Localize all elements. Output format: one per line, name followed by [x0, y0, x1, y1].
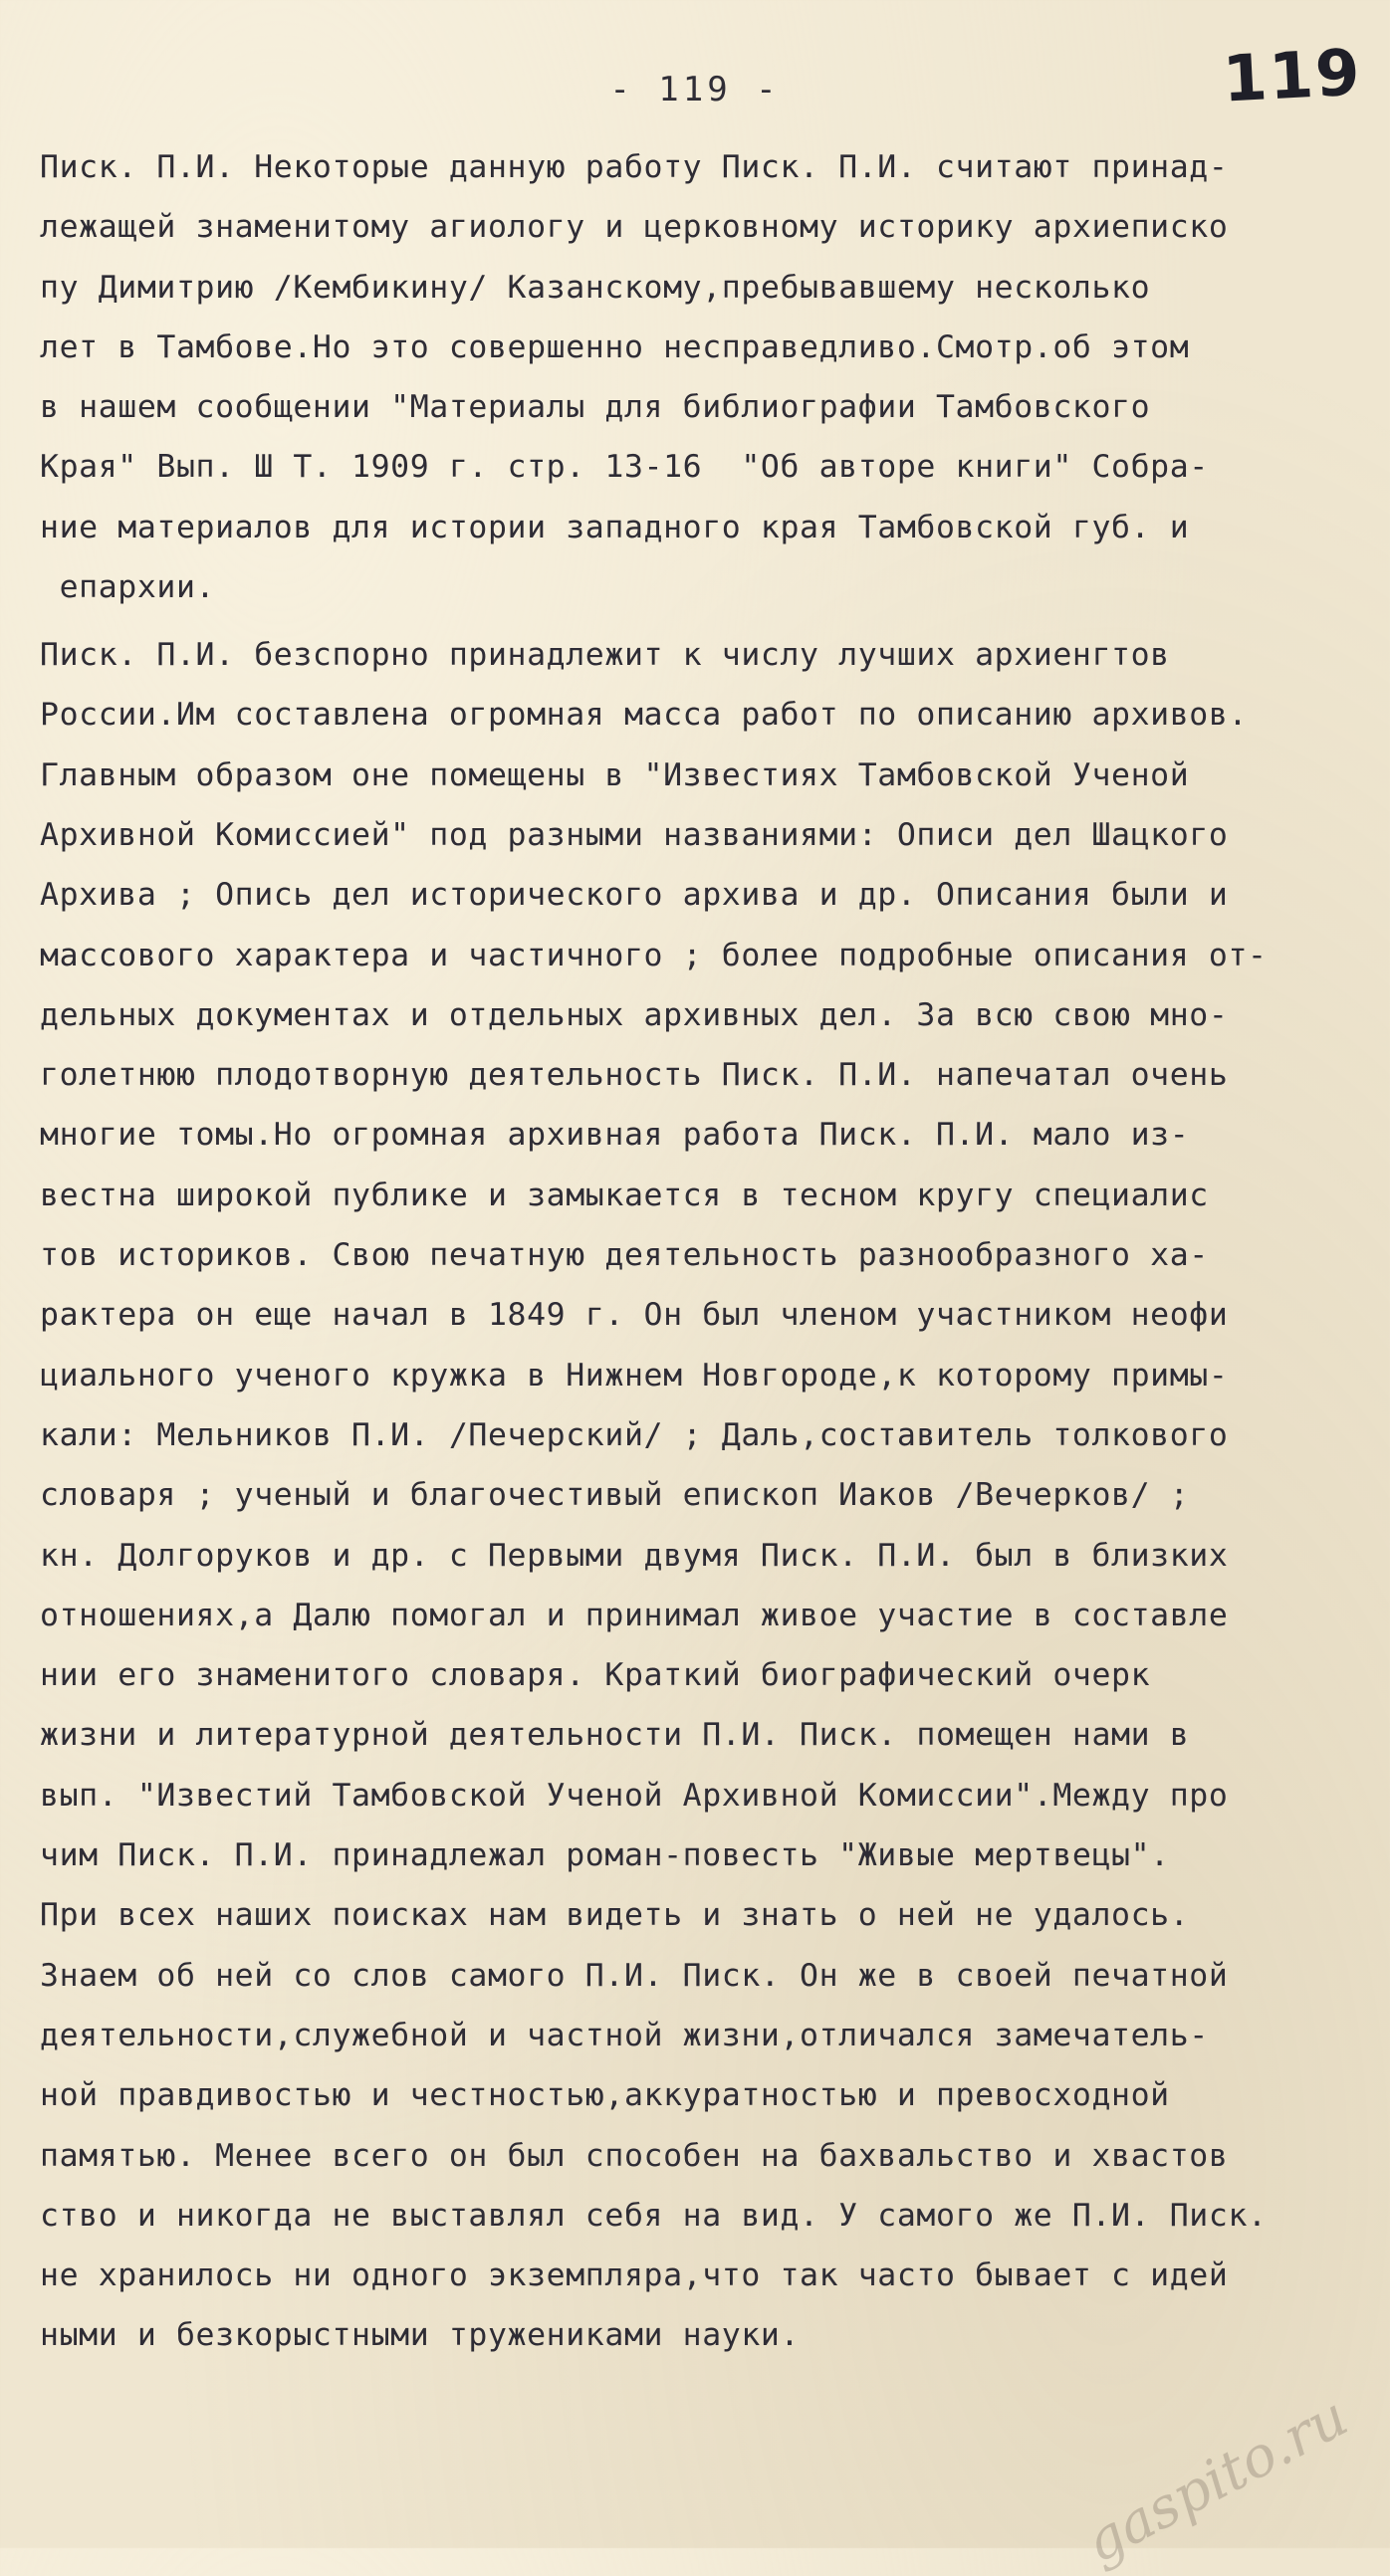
text-line: Знаем об ней со слов самого П.И. Писк. Он же в своей печатной: [40, 1957, 1229, 1994]
text-line: кали: Мельников П.И. /Печерский/ ; Даль,составитель толкового: [40, 1416, 1229, 1453]
text-line: тов историков. Свою печатную деятельность разнообразного ха-: [40, 1237, 1209, 1274]
text-line: дельных документах и отдельных архивных дел. За всю свою мно-: [40, 996, 1229, 1033]
text-line: жизни и литературной деятельности П.И. Писк. помещен нами в: [40, 1717, 1190, 1754]
text-line: Писк. П.И. безспорно принадлежит к числу лучших архиенгтов: [40, 637, 1170, 674]
text-line: словаря ; ученый и благочестивый епископ Иаков /Вечерков/ ;: [40, 1477, 1190, 1514]
watermark: gaspito.ru: [1074, 2384, 1359, 2576]
text-line: кн. Долгоруков и др. с Первыми двумя Писк. П.И. был в близких: [40, 1537, 1229, 1574]
text-line: лет в Тамбове.Но это совершенно несправедливо.Смотр.об этом: [40, 328, 1190, 365]
text-line: ние материалов для истории западного края Тамбовской губ. и: [40, 509, 1190, 545]
text-line: в нашем сообщении "Материалы для библиографии Тамбовского: [40, 389, 1151, 426]
text-line: епархии.: [40, 569, 216, 606]
text-line: ной правдивостью и честностью,аккуратностью и превосходной: [40, 2077, 1170, 2114]
text-line: Главным образом оне помещены в "Известиях Тамбовской Ученой: [40, 756, 1190, 793]
text-line: нии его знаменитого словаря. Краткий биографический очерк: [40, 1657, 1151, 1694]
page-number: - 119 -: [609, 70, 781, 109]
text-line: не хранилось ни одного экземпляра,что так часто бывает с идей: [40, 2257, 1229, 2294]
typewritten-text: [40, 137, 1354, 2366]
text-line: многие томы.Но огромная архивная работа Писк. П.И. мало из-: [40, 1117, 1190, 1154]
text-line: лежащей знаменитому агиологу и церковному историку архиеписко: [40, 209, 1229, 246]
text-line: массового характера и частичного ; более подробные описания от-: [40, 937, 1268, 973]
text-line: циального ученого кружка в Нижнем Новгороде,к которому примы-: [40, 1357, 1229, 1394]
text-line: Архивной Комиссией" под разными названиями: Описи дел Шацкого: [40, 816, 1229, 853]
text-line: Края" Вып. Ш Т. 1909 г. стр. 13-16 "Об авторе книги" Собра-: [40, 449, 1209, 486]
text-line: При всех наших поисках нам видеть и знать о ней не удалось.: [40, 1897, 1190, 1934]
text-line: ство и никогда не выставлял себя на вид. У самого же П.И. Писк.: [40, 2197, 1268, 2234]
text-line: чим Писк. П.И. принадлежал роман-повесть "Живые мертвецы".: [40, 1837, 1170, 1874]
text-line: пу Димитрию /Кембикину/ Казанскому,пребывавшему несколько: [40, 269, 1151, 306]
handwritten-folio-number: 119: [1221, 36, 1364, 117]
text-line: отношениях,а Далю помогал и принимал живое участие в составле: [40, 1597, 1229, 1633]
text-line: деятельности,служебной и частной жизни,отличался замечатель-: [40, 2017, 1209, 2053]
text-line: памятью. Менее всего он был способен на бахвальство и хвастов: [40, 2137, 1229, 2174]
text-line: Писк. П.И. Некоторые данную работу Писк. П.И. считают принад-: [40, 149, 1229, 185]
text-line: вып. "Известий Тамбовской Ученой Архивной Комиссии".Между про: [40, 1777, 1229, 1814]
text-line: России.Им составлена огромная масса работ по описанию архивов.: [40, 697, 1249, 734]
text-line: вестна широкой публике и замыкается в тесном кругу специалис: [40, 1177, 1209, 1213]
text-line: ными и безкорыстными тружениками науки.: [40, 2317, 801, 2354]
text-line: рактера он еще начал в 1849 г. Он был членом участником неофи: [40, 1297, 1229, 1334]
text-line: Архива ; Опись дел исторического архива и др. Описания были и: [40, 877, 1229, 914]
text-line: голетнюю плодотворную деятельность Писк. П.И. напечатал очень: [40, 1057, 1229, 1094]
